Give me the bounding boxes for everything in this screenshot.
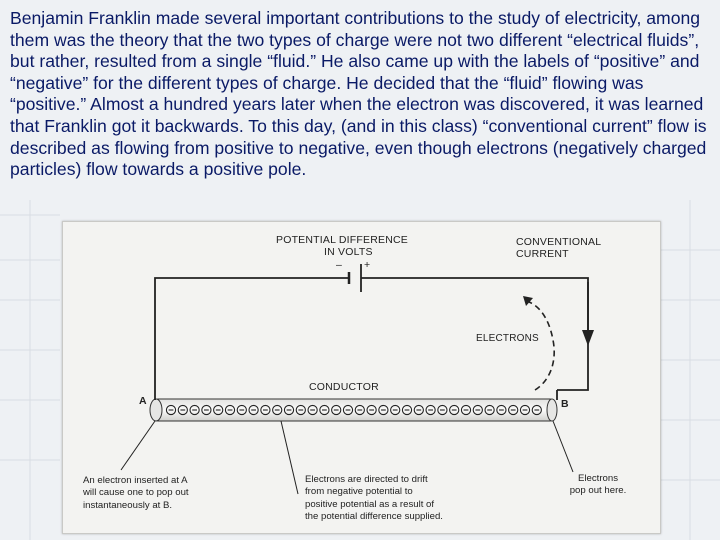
caption-left-line: An electron inserted at A (83, 475, 188, 486)
battery-plus-sign: + (364, 259, 371, 271)
caption-middle-line: from negative potential to (305, 486, 413, 498)
electron-arrowhead (523, 296, 533, 306)
caption-right-line: pop out here. (569, 485, 627, 497)
caption-left (83, 475, 253, 512)
caption-middle-line: the potential difference supplied. (305, 511, 443, 523)
caption-middle-line: positive potential as a result of (305, 498, 435, 510)
conventional-line1: CONVENTIONAL (516, 236, 602, 248)
caption-right (553, 473, 643, 498)
leader-b (553, 421, 573, 472)
battery-minus-sign: – (336, 259, 343, 271)
circuit-figure (62, 221, 661, 534)
conductor-label: CONDUCTOR (309, 381, 379, 393)
caption-middle-line: Electrons are directed to drift (305, 474, 428, 485)
caption-left-line: will cause one to pop out (83, 487, 189, 499)
caption-left-line: instantaneously at B. (83, 499, 173, 511)
conductor-end-b (547, 399, 557, 421)
franklin-paragraph: Benjamin Franklin made several important contributions to the study of electricity, among them was the theory that the two types of charge were not two different “electrical fluids”, but rather, resulted from a single “fluid.” He also came up with the labels of “positive” and “negative” for the different types of charge. He decided that the “fluid” flowing was “positive.” Almost a hundred years later when the electron was discovered, it was learned that Franklin got it backwards. To this day, (and in this class) “conventional current” flow is described as flowing from positive to negative, even though electrons (negatively charged particles) flow towards a positive pole. (10, 8, 707, 180)
conventional-arrowhead (582, 330, 594, 346)
conventional-line2: CURRENT (516, 248, 569, 260)
conductor-end-a (150, 399, 162, 421)
conductor-tube (155, 399, 553, 421)
leader-middle (281, 421, 298, 494)
potential-difference-line1: POTENTIAL DIFFERENCE (276, 234, 408, 246)
potential-difference-label (276, 234, 436, 258)
caption-middle (305, 474, 495, 524)
leader-a (121, 421, 155, 470)
caption-right-line: Electrons (578, 473, 618, 484)
potential-difference-line2: IN VOLTS (324, 246, 373, 258)
point-a-label: A (139, 395, 147, 407)
conventional-current-label (516, 236, 616, 260)
electron-flow-arrow (529, 302, 554, 390)
point-b-label: B (561, 398, 569, 410)
electrons-label: ELECTRONS (476, 333, 539, 344)
